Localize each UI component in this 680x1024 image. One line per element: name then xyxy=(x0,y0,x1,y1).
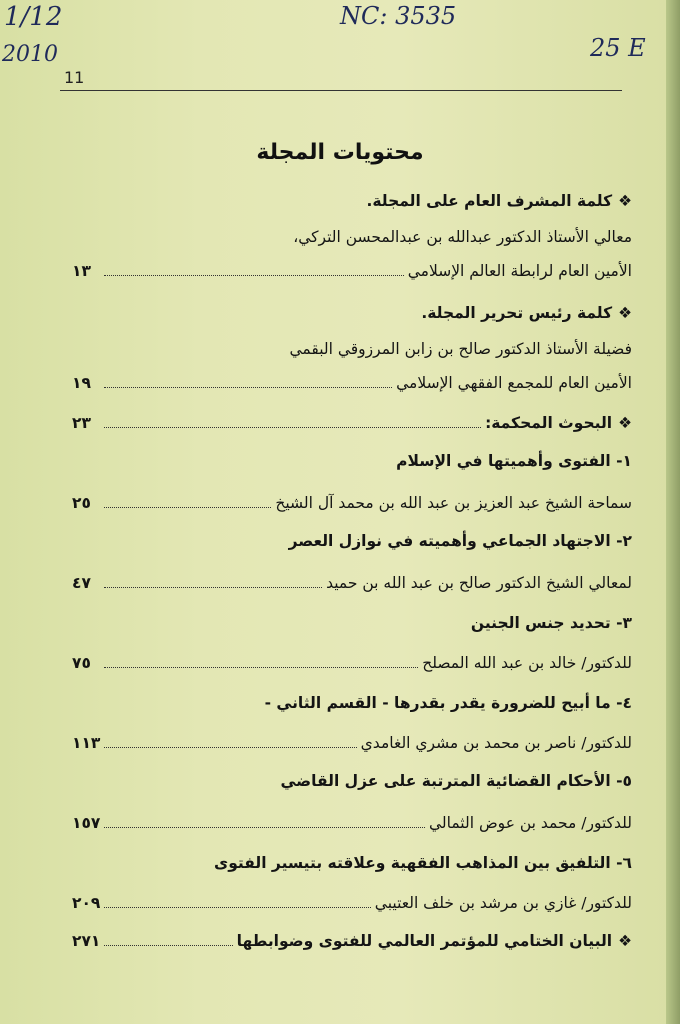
toc-entry xyxy=(72,192,632,210)
toc-entry xyxy=(72,494,632,512)
toc-entry-text xyxy=(293,228,632,246)
toc-entry xyxy=(72,228,632,246)
toc-entry-text xyxy=(485,414,632,432)
toc-entry xyxy=(72,932,632,950)
toc-entry-label: كلمة رئيس تحرير المجلة. xyxy=(421,304,613,322)
toc-entry-label: كلمة المشرف العام على المجلة. xyxy=(366,192,613,210)
dot-leader xyxy=(104,506,271,508)
dot-leader xyxy=(104,906,370,908)
toc-entry xyxy=(72,574,632,592)
header-rule xyxy=(60,90,622,91)
toc-page-number: ١٥٧ xyxy=(72,814,101,832)
toc-entry xyxy=(72,854,632,872)
toc-entry xyxy=(72,340,632,358)
toc-page-number: ٢٠٩ xyxy=(72,894,101,912)
handwritten-year: 2010 xyxy=(2,42,58,67)
dot-leader xyxy=(104,746,356,748)
toc-entry xyxy=(72,374,632,392)
toc-entry-label: ٢- الاجتهاد الجماعي وأهميته في نوازل العصر xyxy=(288,532,632,550)
toc-entry-text xyxy=(375,894,632,912)
toc-entry-label: معالي الأستاذ الدكتور عبدالله بن عبدالمحسن التركي، xyxy=(293,228,632,246)
toc-entry xyxy=(72,414,632,432)
toc-entry-text xyxy=(421,304,632,322)
toc-entry xyxy=(72,814,632,832)
toc-entry-label: ٦- التلفيق بين المذاهب الفقهية وعلاقته بتيسير الفتوى xyxy=(214,854,632,872)
toc-page-number: ١٩ xyxy=(72,374,91,392)
toc-entry-text xyxy=(326,574,632,592)
toc-entry-text xyxy=(361,734,632,752)
toc-entry-label: للدكتور/ خالد بن عبد الله المصلح xyxy=(422,654,632,672)
toc-entry xyxy=(72,304,632,322)
toc-entry xyxy=(72,532,632,550)
toc-entry-label: للدكتور/ ناصر بن محمد بن مشري الغامدي xyxy=(360,734,632,752)
toc-entry-label: للدكتور/ محمد بن عوض الثمالي xyxy=(428,814,632,832)
bullet-icon: ❖ xyxy=(618,414,632,432)
toc-entry-text xyxy=(289,532,632,550)
toc-entry-text xyxy=(214,854,632,872)
page-title: محتويات المجلة xyxy=(256,140,424,165)
toc-entry-label: البيان الختامي للمؤتمر العالمي للفتوى وضوابطها xyxy=(236,932,613,950)
toc-entry-label: الأمين العام للمجمع الفقهي الإسلامي xyxy=(396,374,632,392)
dot-leader xyxy=(104,274,404,276)
toc-entry-text xyxy=(471,614,632,632)
bullet-icon: ❖ xyxy=(618,932,632,950)
toc-entry-label: لمعالي الشيخ الدكتور صالح بن عبد الله بن حميد xyxy=(326,574,632,592)
toc-entry-label: سماحة الشيخ عبد العزيز بن عبد الله بن محمد آل الشيخ xyxy=(275,494,632,512)
toc-page-number: ٤٧ xyxy=(72,574,91,592)
toc-page-number: ١١٣ xyxy=(72,734,101,752)
bullet-icon: ❖ xyxy=(618,304,632,322)
toc-entry-label: الأمين العام لرابطة العالم الإسلامي xyxy=(407,262,632,280)
toc-page-number: ١٣ xyxy=(72,262,91,280)
bullet-icon: ❖ xyxy=(618,192,632,210)
toc-entry-text xyxy=(422,654,632,672)
toc-entry xyxy=(72,614,632,632)
toc-entry-text xyxy=(280,772,632,790)
toc-page-number: ٢٧١ xyxy=(72,932,101,950)
dot-leader xyxy=(104,944,232,946)
dot-leader xyxy=(104,586,322,588)
handwritten-note-top-left: 1/12 xyxy=(4,2,63,32)
toc-entry xyxy=(72,452,632,470)
toc-entry-text xyxy=(366,192,632,210)
toc-entry-label: للدكتور/ غازي بن مرشد بن خلف العتيبي xyxy=(374,894,632,912)
toc-entry xyxy=(72,262,632,280)
toc-entry-label: ١- الفتوى وأهميتها في الإسلام xyxy=(396,452,632,470)
toc-entry-label: ٥- الأحكام القضائية المترتبة على عزل القاضي xyxy=(280,772,632,790)
dot-leader xyxy=(104,386,392,388)
handwritten-note-top-right: 25 E xyxy=(590,34,646,62)
toc-entry-text xyxy=(289,340,632,358)
toc-entry-text xyxy=(408,262,632,280)
toc-entry-text xyxy=(429,814,632,832)
dot-leader xyxy=(104,666,418,668)
toc-entry-label: البحوث المحكمة: xyxy=(485,414,613,432)
toc-entry xyxy=(72,772,632,790)
toc-entry-text xyxy=(396,452,632,470)
toc-entry xyxy=(72,734,632,752)
toc-entry xyxy=(72,694,632,712)
dot-leader xyxy=(104,826,425,828)
toc-page-number: ٢٥ xyxy=(72,494,91,512)
toc-entry-text xyxy=(237,932,632,950)
toc-entry-text xyxy=(265,694,632,712)
toc-entry-label: ٤- ما أبيح للضرورة يقدر بقدرها - القسم الثاني - xyxy=(264,694,632,712)
handwritten-catalog-number: NC: 3535 xyxy=(340,2,457,30)
toc-entry-label: ٣- تحديد جنس الجنين xyxy=(470,614,632,632)
toc-entry-label: فضيلة الأستاذ الدكتور صالح بن زابن المرزوقي البقمي xyxy=(289,340,632,358)
toc-page-number: ٧٥ xyxy=(72,654,91,672)
toc-page-number: ٢٣ xyxy=(72,414,91,432)
toc-entry xyxy=(72,654,632,672)
dot-leader xyxy=(104,426,481,428)
toc-entry xyxy=(72,894,632,912)
page-number: 11 xyxy=(64,68,85,87)
toc-entry-text xyxy=(275,494,632,512)
toc-entry-text xyxy=(396,374,632,392)
